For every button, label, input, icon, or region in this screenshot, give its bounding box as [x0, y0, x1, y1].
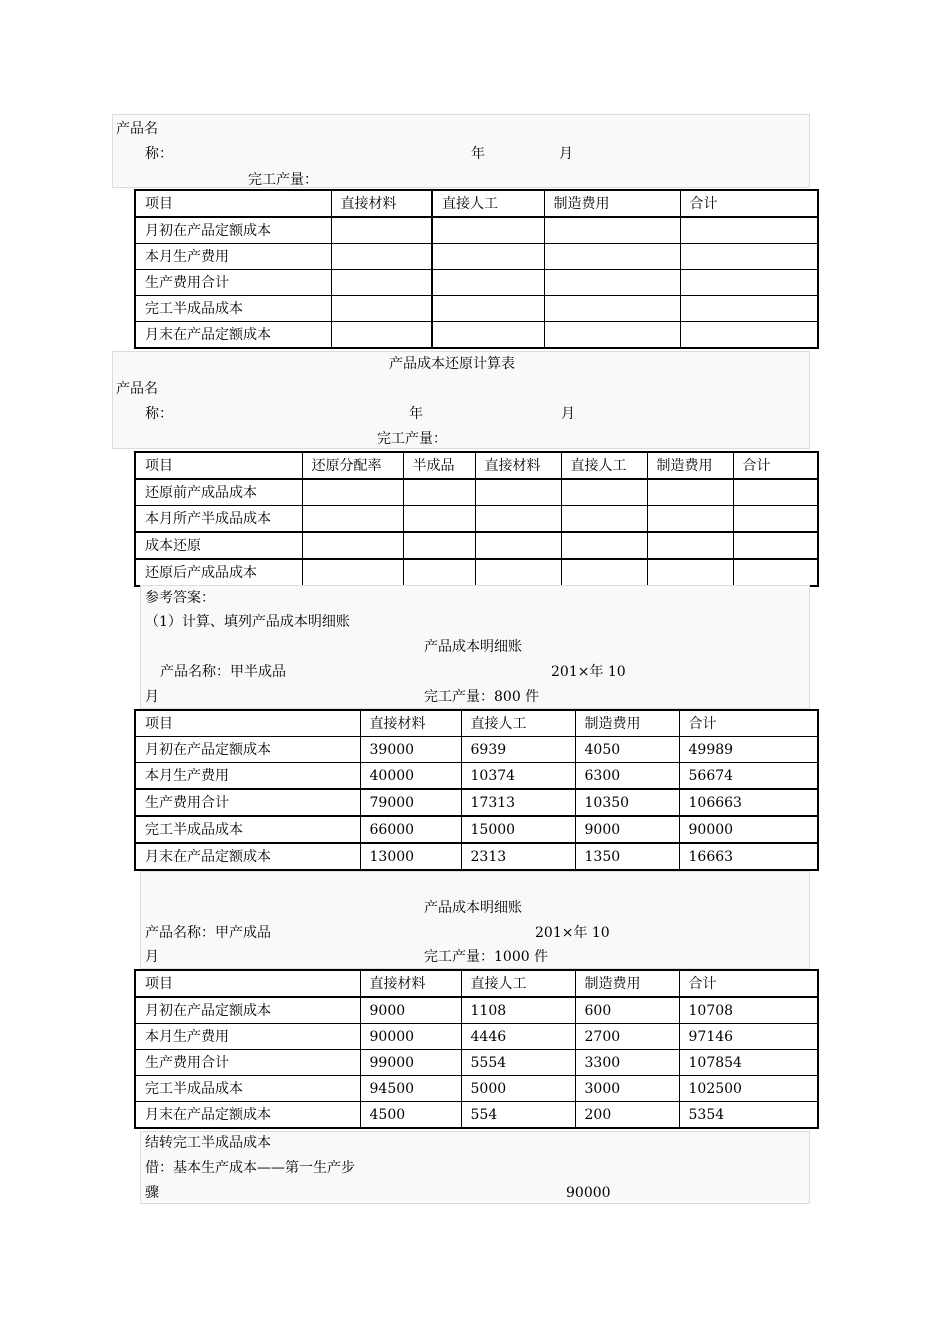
cell-value: 90000 [360, 1024, 461, 1050]
row-label: 本月生产费用 [135, 1024, 360, 1050]
product-name-label-cont: 称： [145, 406, 173, 422]
table-row [135, 506, 818, 533]
ledger2-product: 产品名称：甲产成品 [145, 925, 271, 941]
header-cell: 直接材料 [475, 452, 561, 479]
product-name-label: 产品名 [116, 381, 158, 397]
cell-value: 17313 [461, 789, 575, 816]
row-label: 本月所产半成品成本 [135, 506, 302, 533]
cell-value: 6939 [461, 737, 575, 763]
ledger2-date: 201×年 10 [535, 925, 610, 941]
header-cell: 合计 [680, 190, 818, 217]
cell-value: 94500 [360, 1076, 461, 1102]
row-label: 本月生产费用 [135, 763, 360, 790]
table-header-row [135, 970, 818, 997]
product-name-label: 产品名 [116, 121, 158, 137]
ledger2-output: 完工产量：1000 件 [424, 949, 549, 965]
cell-value: 5000 [461, 1076, 575, 1102]
header-cell: 半成品 [403, 452, 475, 479]
cell-value: 56674 [679, 763, 818, 790]
table-row [135, 1076, 818, 1102]
step-one-text: （1）计算、填列产品成本明细账 [145, 614, 350, 630]
header-cell: 合计 [679, 710, 818, 737]
entry-debit-line-cont: 骤 [145, 1185, 159, 1201]
row-label: 还原后产成品成本 [135, 559, 302, 586]
ledger1-table [134, 709, 819, 871]
cell-value: 106663 [679, 789, 818, 816]
cell-value: 39000 [360, 737, 461, 763]
header-block-1 [112, 114, 810, 188]
header-cell: 合计 [733, 452, 818, 479]
table-row [135, 997, 818, 1024]
table-row [135, 1050, 818, 1076]
table-row [135, 763, 818, 790]
table-row [135, 296, 818, 322]
header-cell: 项目 [135, 970, 360, 997]
header-cell: 项目 [135, 452, 302, 479]
cell-value: 1350 [575, 843, 679, 870]
table-row [135, 1024, 818, 1050]
output-label: 完工产量： [248, 172, 318, 188]
header-cell: 制造费用 [575, 710, 679, 737]
output-label: 完工产量： [377, 431, 447, 447]
header-cell: 直接人工 [461, 710, 575, 737]
cell-value: 49989 [679, 737, 818, 763]
row-label: 月初在产品定额成本 [135, 997, 360, 1024]
row-label: 月末在产品定额成本 [135, 322, 331, 349]
entry-debit-line: 借：基本生产成本——第一生产步 [145, 1160, 355, 1176]
ledger2-month: 月 [145, 949, 159, 965]
header-cell: 直接材料 [360, 710, 461, 737]
table-row [135, 559, 818, 586]
header-cell: 直接人工 [432, 190, 544, 217]
cell-value: 9000 [575, 816, 679, 843]
header-cell: 项目 [135, 190, 331, 217]
cell-value: 5354 [679, 1102, 818, 1129]
table-row [135, 816, 818, 843]
blank-cost-ledger-table [134, 189, 819, 349]
cell-value: 2313 [461, 843, 575, 870]
table-row [135, 244, 818, 270]
cell-value: 102500 [679, 1076, 818, 1102]
row-label: 生产费用合计 [135, 270, 331, 296]
cell-value: 3000 [575, 1076, 679, 1102]
cell-value: 6300 [575, 763, 679, 790]
reference-answer-label: 参考答案： [145, 590, 215, 606]
cell-value: 99000 [360, 1050, 461, 1076]
cell-value: 107854 [679, 1050, 818, 1076]
cell-value: 4050 [575, 737, 679, 763]
cell-value: 554 [461, 1102, 575, 1129]
header-cell: 还原分配率 [302, 452, 403, 479]
restore-table-title: 产品成本还原计算表 [389, 356, 515, 372]
year-label: 年 [409, 406, 423, 422]
cell-value: 79000 [360, 789, 461, 816]
ledger1-title: 产品成本明细账 [424, 639, 522, 655]
ledger2-title: 产品成本明细账 [424, 900, 522, 916]
table-row [135, 737, 818, 763]
cell-value: 16663 [679, 843, 818, 870]
entry-amount: 90000 [566, 1185, 611, 1201]
row-label: 成本还原 [135, 532, 302, 559]
table-header-row [135, 710, 818, 737]
year-label: 年 [471, 146, 485, 162]
cell-value: 3300 [575, 1050, 679, 1076]
product-name-label-cont: 称： [145, 146, 173, 162]
row-label: 生产费用合计 [135, 1050, 360, 1076]
row-label: 生产费用合计 [135, 789, 360, 816]
table-row [135, 843, 818, 870]
header-cell: 制造费用 [647, 452, 733, 479]
cell-value: 1108 [461, 997, 575, 1024]
row-label: 月初在产品定额成本 [135, 737, 360, 763]
table-row [135, 270, 818, 296]
cell-value: 40000 [360, 763, 461, 790]
header-cell: 直接材料 [331, 190, 432, 217]
header-cell: 直接人工 [461, 970, 575, 997]
cell-value: 9000 [360, 997, 461, 1024]
cell-value: 2700 [575, 1024, 679, 1050]
ledger2-table [134, 969, 819, 1129]
cell-value: 600 [575, 997, 679, 1024]
month-label: 月 [559, 146, 573, 162]
header-cell: 直接材料 [360, 970, 461, 997]
row-label: 还原前产成品成本 [135, 479, 302, 506]
cell-value: 15000 [461, 816, 575, 843]
table-row [135, 217, 818, 244]
cell-value: 4446 [461, 1024, 575, 1050]
cell-value: 5554 [461, 1050, 575, 1076]
cell-value: 90000 [679, 816, 818, 843]
entry-title: 结转完工半成品成本 [145, 1135, 271, 1151]
row-label: 完工半成品成本 [135, 816, 360, 843]
table-row [135, 789, 818, 816]
cell-value: 66000 [360, 816, 461, 843]
row-label: 本月生产费用 [135, 244, 331, 270]
month-label: 月 [561, 406, 575, 422]
table-header-row [135, 452, 818, 479]
table-row [135, 532, 818, 559]
cell-value: 10374 [461, 763, 575, 790]
header-cell: 制造费用 [544, 190, 680, 217]
cell-value: 10350 [575, 789, 679, 816]
header-cell: 项目 [135, 710, 360, 737]
row-label: 完工半成品成本 [135, 296, 331, 322]
row-label: 月末在产品定额成本 [135, 1102, 360, 1129]
table-row [135, 322, 818, 349]
cell-value: 4500 [360, 1102, 461, 1129]
table-header-row [135, 190, 818, 217]
table-row [135, 479, 818, 506]
ledger1-month: 月 [145, 689, 159, 705]
header-cell: 制造费用 [575, 970, 679, 997]
ledger1-product: 产品名称：甲半成品 [160, 664, 286, 680]
cost-restore-table [134, 451, 819, 587]
cell-value: 10708 [679, 997, 818, 1024]
cell-value: 200 [575, 1102, 679, 1129]
ledger1-date: 201×年 10 [551, 664, 626, 680]
header-cell: 直接人工 [561, 452, 647, 479]
header-cell: 合计 [679, 970, 818, 997]
ledger1-output: 完工产量：800 件 [424, 689, 540, 705]
row-label: 月初在产品定额成本 [135, 217, 331, 244]
row-label: 月末在产品定额成本 [135, 843, 360, 870]
row-label: 完工半成品成本 [135, 1076, 360, 1102]
cell-value: 97146 [679, 1024, 818, 1050]
cell-value: 13000 [360, 843, 461, 870]
table-row [135, 1102, 818, 1129]
